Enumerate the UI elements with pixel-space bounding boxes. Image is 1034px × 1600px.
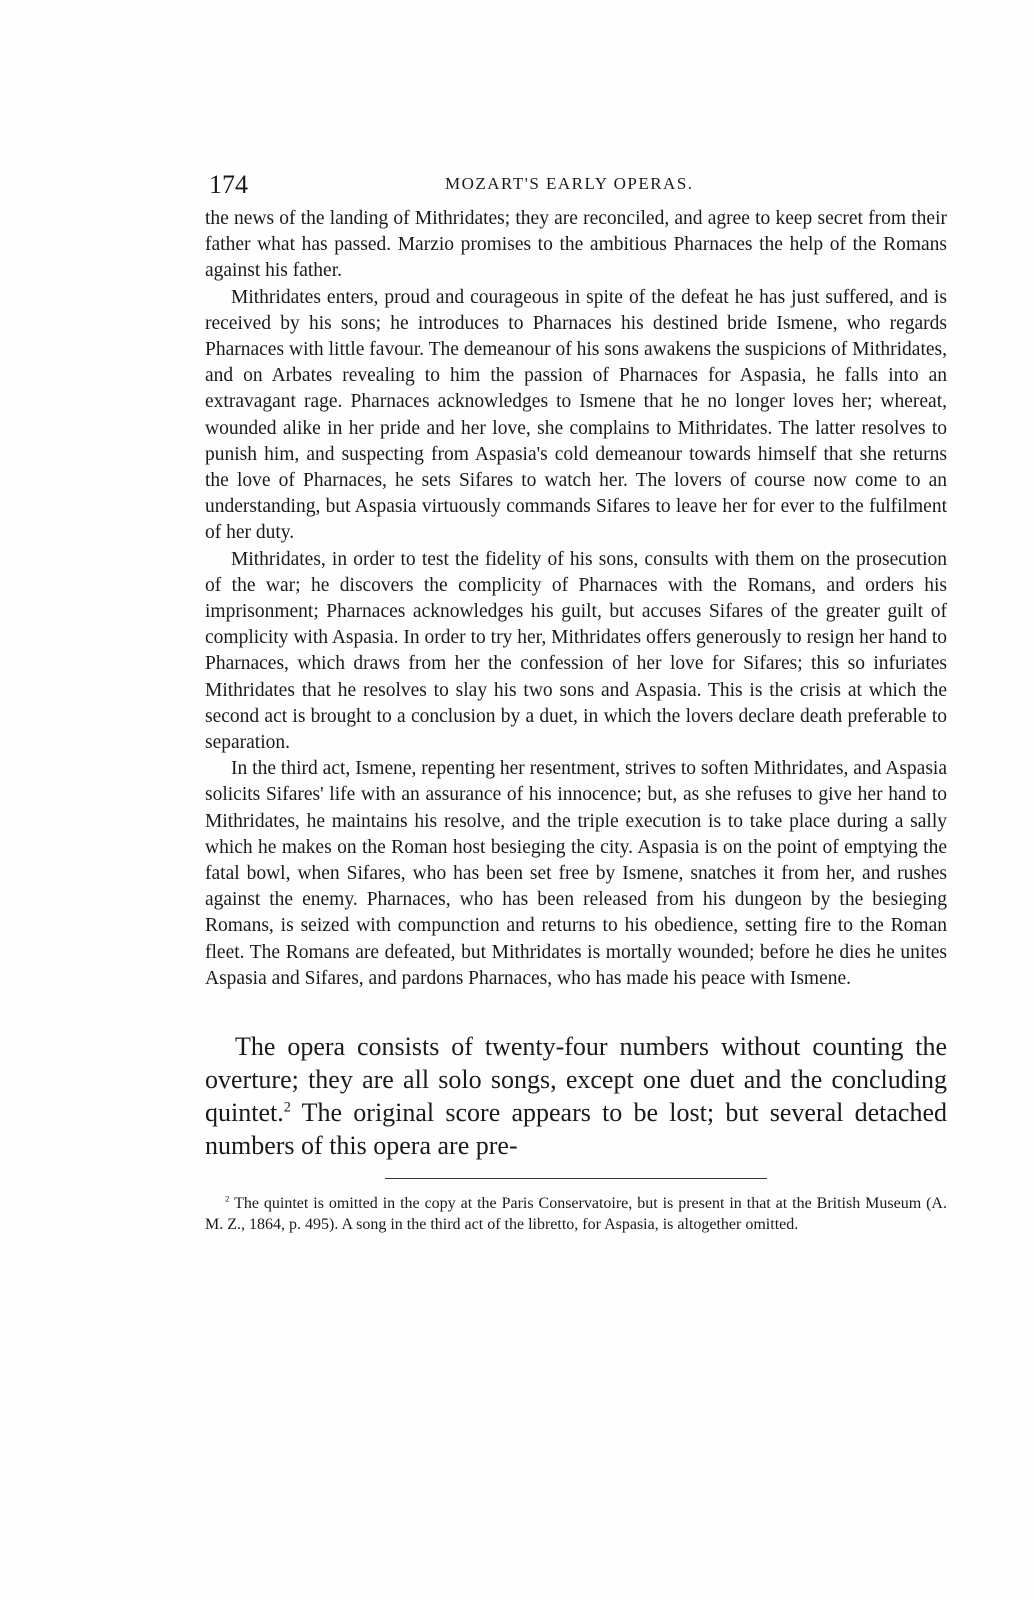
body-paragraph bbox=[205, 1030, 947, 1162]
main-text bbox=[205, 1030, 947, 1162]
body-text-part: The opera consists of twenty-four numbers without counting the overture; they are all solo songs, except one duet and the concluding quintet. bbox=[205, 1032, 947, 1128]
footnotes bbox=[205, 1193, 947, 1235]
synopsis-paragraph: Mithridates, in order to test the fidelity of his sons, consults with them on the prosecution of the war; he discovers the complicity of Pharnaces with the Romans, and orders his imprisonment; Pharnaces acknowledges his guilt, but accuses Sifares of the greater guilt of complicity with Aspasia. In order to try her, Mithridates offers generously to resign her hand to Pharnaces, which draws from her the confession of her love for Sifares; this so infuriates Mithridates that he resolves to slay his two sons and Aspasia. This is the crisis at which the second act is brought to a conclusion by a duet, in which the lovers declare death preferable to separation. bbox=[205, 548, 947, 754]
footnote bbox=[205, 1193, 947, 1235]
page-number: 174 bbox=[209, 170, 248, 199]
footnote-text: The quintet is omitted in the copy at the Paris Conservatoire, but is present in that at the British Museum (A. M. Z., 1864, p. 495). A song in the third act of the libretto, for Aspasia, is altogether omitted. bbox=[205, 1195, 947, 1234]
synopsis-paragraph: the news of the landing of Mithridates; they are reconciled, and agree to keep secret from their father what has passed. Marzio promises to the ambitious Pharnaces the help of the Romans against his father. bbox=[205, 208, 947, 282]
body-text-part: The original score appears to be lost; but several detached numbers of this opera are pre- bbox=[205, 1098, 947, 1161]
running-head bbox=[205, 170, 947, 206]
book-page bbox=[205, 170, 947, 1235]
synopsis-paragraph: In the third act, Ismene, repenting her resentment, strives to soften Mithridates, and Aspasia solicits Sifares' life with an assurance of his innocence; but, as she refuses to give her hand to Mithridates, he maintains his resolve, and the triple execution is to take place during a sally which he makes on the Roman host besieging the city. Aspasia is on the point of emptying the fatal bowl, when Sifares, who has been set free by Ismene, snatches it from her, and rushes against the enemy. Pharnaces, who has been released from his dungeon by the besieging Romans, is seized with compunction and returns to his obedience, setting fire to the Roman fleet. The Romans are defeated, but Mithridates is mortally wounded; before he dies he unites Aspasia and Sifares, and pardons Pharnaces, who has made his peace with Ismene. bbox=[205, 758, 947, 989]
footnote-reference: 2 bbox=[283, 1099, 291, 1116]
synopsis-section bbox=[205, 206, 947, 992]
running-title: MOZART'S EARLY OPERAS. bbox=[445, 174, 694, 193]
footnote-divider bbox=[385, 1178, 767, 1179]
footnote-marker: 2 bbox=[225, 1193, 230, 1204]
synopsis-paragraph: Mithridates enters, proud and courageous in spite of the defeat he has just suffered, and is received by his sons; he introduces to Pharnaces his destined bride Ismene, who regards Pharnaces with little favour. The demeanour of his sons awakens the suspicions of Mithridates, and on Arbates revealing to him the passion of Pharnaces for Aspasia, he falls into an extravagant rage. Pharnaces acknowledges to Ismene that he no longer loves her; whereat, wounded alike in her pride and her love, she complains to Mithridates. The latter resolves to punish him, and suspecting from Aspasia's cold demeanour towards himself that she returns the love of Pharnaces, he sets Sifares to watch her. The lovers of course now come to an understanding, but Aspasia virtuously commands Sifares to leave her for ever to the fulfilment of her duty. bbox=[205, 286, 947, 544]
